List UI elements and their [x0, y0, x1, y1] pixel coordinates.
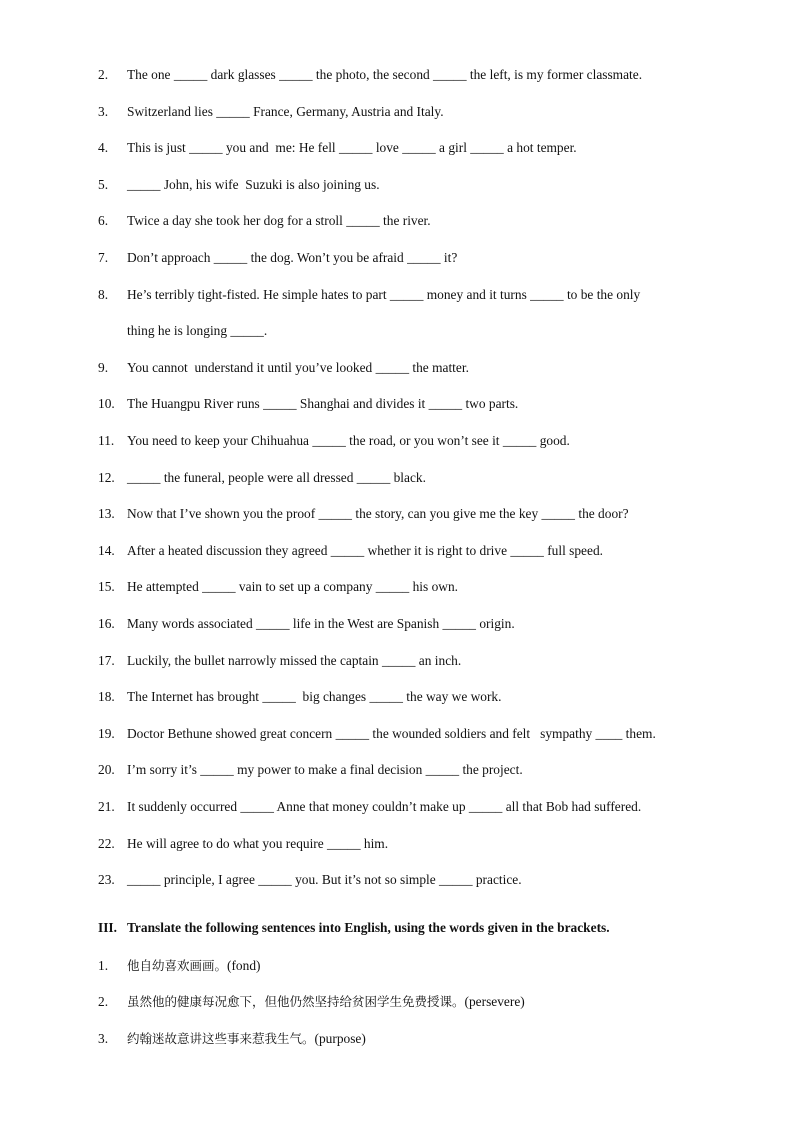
item-text: The one _____ dark glasses _____ the photo, the second _____ the left, is my former classmate. — [127, 67, 643, 82]
item-text: Doctor Bethune showed great concern _____ the wounded soldiers and felt sympathy ____ them. — [127, 726, 656, 741]
exercise-item-12 — [98, 469, 708, 487]
item-text: Luckily, the bullet narrowly missed the captain _____ an inch. — [127, 653, 462, 668]
chinese-sentence: 他自幼喜欢画画。 — [127, 958, 228, 973]
item-number: 22. — [98, 836, 115, 851]
exercise-item-6 — [98, 212, 708, 230]
exercise-item-8-continuation: thing he is longing _____. — [127, 323, 268, 338]
exercise-item-19 — [98, 725, 708, 743]
item-number: 12. — [98, 470, 115, 485]
exercise-item-13 — [98, 505, 708, 523]
item-number: 2. — [98, 994, 109, 1009]
section-iii-heading — [98, 919, 610, 937]
translation-item-3 — [98, 1030, 366, 1048]
item-number: 19. — [98, 726, 115, 741]
exercise-item-21 — [98, 798, 708, 816]
exercise-item-9 — [98, 359, 708, 377]
item-text: The Huangpu River runs _____ Shanghai and divides it _____ two parts. — [127, 396, 519, 411]
chinese-sentence: 虽然他的健康每况愈下，但他仍然坚持给贫困学生免费授课。 — [127, 994, 465, 1009]
item-number: 23. — [98, 872, 115, 887]
item-number: 3. — [98, 104, 109, 119]
item-number: 21. — [98, 799, 115, 814]
item-number: 13. — [98, 506, 115, 521]
item-number: 9. — [98, 360, 109, 375]
item-text: You cannot understand it until you’ve looked _____ the matter. — [127, 360, 469, 375]
exercise-item-5 — [98, 176, 708, 194]
item-text: You need to keep your Chihuahua _____ the road, or you won’t see it _____ good. — [127, 433, 570, 448]
exercise-item-11 — [98, 432, 708, 450]
item-number: 3. — [98, 1031, 109, 1046]
item-text: Twice a day she took her dog for a stroll _____ the river. — [127, 213, 431, 228]
item-number: 18. — [98, 689, 115, 704]
exercise-item-4 — [98, 139, 708, 157]
item-number: 5. — [98, 177, 109, 192]
chinese-sentence: 约翰迷故意讲这些事来惹我生气。 — [127, 1031, 315, 1046]
item-number: 16. — [98, 616, 115, 631]
item-text: _____ the funeral, people were all dressed _____ black. — [127, 470, 426, 485]
item-text: Many words associated _____ life in the West are Spanish _____ origin. — [127, 616, 515, 631]
item-text: Don’t approach _____ the dog. Won’t you be afraid _____ it? — [127, 250, 458, 265]
translation-item-1 — [98, 957, 260, 975]
item-number: 17. — [98, 653, 115, 668]
exercise-item-18 — [98, 688, 708, 706]
exercise-item-8 — [98, 286, 708, 304]
exercise-item-2 — [98, 66, 708, 84]
exercise-item-14 — [98, 542, 708, 560]
item-number: 15. — [98, 579, 115, 594]
item-number: 4. — [98, 140, 109, 155]
item-text: Switzerland lies _____ France, Germany, Austria and Italy. — [127, 104, 444, 119]
item-text: Now that I’ve shown you the proof _____ the story, can you give me the key _____ the door? — [127, 506, 629, 521]
word-hint: (fond) — [227, 958, 261, 973]
exercise-item-17 — [98, 652, 708, 670]
item-number: 1. — [98, 958, 109, 973]
item-text: _____ principle, I agree _____ you. But it’s not so simple _____ practice. — [127, 872, 522, 887]
item-text: I’m sorry it’s _____ my power to make a final decision _____ the project. — [127, 762, 523, 777]
section-title: Translate the following sentences into English, using the words given in the brackets. — [127, 920, 610, 935]
exercise-item-7 — [98, 249, 708, 267]
item-number: 11. — [98, 433, 115, 448]
item-text: _____ John, his wife Suzuki is also joining us. — [127, 177, 380, 192]
exercise-item-15 — [98, 578, 708, 596]
item-text: He’s terribly tight-fisted. He simple hates to part _____ money and it turns _____ to be the only — [127, 287, 641, 302]
item-number: 2. — [98, 67, 109, 82]
item-text: It suddenly occurred _____ Anne that money couldn’t make up _____ all that Bob had suffered. — [127, 799, 642, 814]
exercise-item-3 — [98, 103, 708, 121]
exercise-item-10 — [98, 395, 708, 413]
exercise-item-20 — [98, 761, 708, 779]
exercise-item-23 — [98, 871, 708, 889]
item-text: The Internet has brought _____ big changes _____ the way we work. — [127, 689, 502, 704]
item-number: 10. — [98, 396, 115, 411]
exercise-item-16 — [98, 615, 708, 633]
word-hint: (persevere) — [464, 994, 525, 1009]
item-number: 8. — [98, 287, 109, 302]
word-hint: (purpose) — [314, 1031, 366, 1046]
section-number: III. — [98, 920, 117, 935]
item-text: This is just _____ you and me: He fell _____ love _____ a girl _____ a hot temper. — [127, 140, 577, 155]
item-number: 14. — [98, 543, 115, 558]
item-number: 6. — [98, 213, 109, 228]
translation-item-2 — [98, 993, 525, 1011]
item-text: After a heated discussion they agreed _____ whether it is right to drive _____ full speed. — [127, 543, 603, 558]
item-text: He attempted _____ vain to set up a company _____ his own. — [127, 579, 458, 594]
item-text: He will agree to do what you require _____ him. — [127, 836, 389, 851]
item-number: 7. — [98, 250, 109, 265]
exercise-item-22 — [98, 835, 708, 853]
item-number: 20. — [98, 762, 115, 777]
